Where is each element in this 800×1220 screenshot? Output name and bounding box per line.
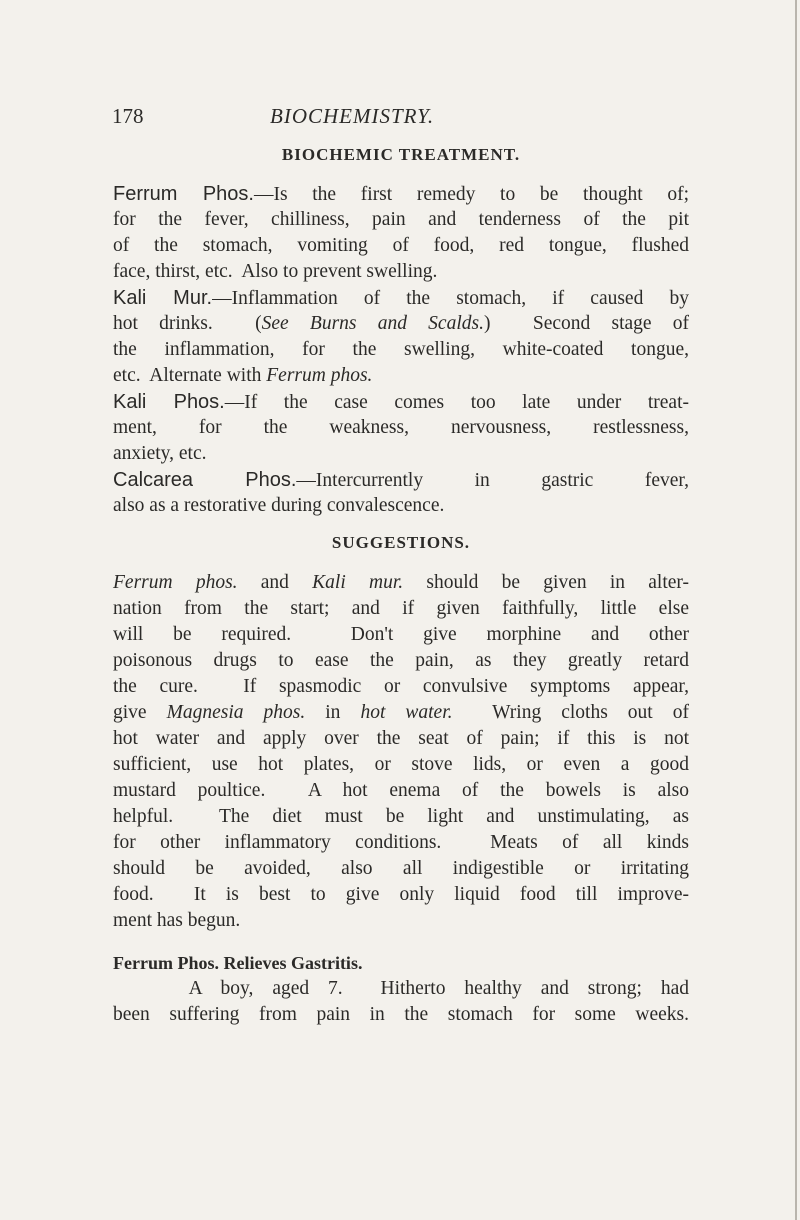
text-segment: the inflammation, for the swelling, white-coated tongue, bbox=[113, 339, 689, 360]
text-line bbox=[113, 441, 689, 467]
text-line bbox=[113, 976, 689, 1002]
text-segment: etc. Alternate with bbox=[113, 365, 267, 386]
italic-text: hot water. bbox=[360, 702, 453, 723]
remedy-heading: Calcarea Phos. bbox=[113, 469, 297, 491]
text-segment: been suffering from pain in the stomach for some weeks. bbox=[113, 1004, 689, 1025]
text-line bbox=[113, 830, 689, 856]
text-segment: for the fever, chilliness, pain and tenderness of the pit bbox=[113, 209, 689, 230]
italic-text: Ferrum phos. bbox=[266, 365, 373, 386]
text-segment: and bbox=[237, 572, 313, 593]
italic-text: Magnesia phos. bbox=[166, 702, 306, 723]
text-segment: sufficient, use hot plates, or stove lids, or even a good bbox=[113, 754, 689, 775]
text-line bbox=[113, 752, 689, 778]
text-line bbox=[113, 363, 689, 389]
text-line bbox=[113, 285, 689, 311]
italic-text: Ferrum phos. bbox=[113, 572, 238, 593]
remedy-heading: Ferrum Phos. Relieves Gastritis. bbox=[113, 953, 363, 973]
text-line bbox=[113, 337, 689, 363]
text-segment: should be given in alter- bbox=[403, 572, 689, 593]
text-segment: should be avoided, also all indigestible or irritating bbox=[113, 858, 689, 879]
text-segment: nation from the start; and if given faithfully, little else bbox=[113, 598, 689, 619]
italic-text: See Burns and Scalds. bbox=[261, 313, 484, 334]
running-title: BIOCHEMISTRY. bbox=[270, 104, 435, 128]
text-line bbox=[113, 467, 689, 493]
text-segment: —If the case comes too late under treat- bbox=[224, 392, 689, 413]
text-line bbox=[113, 389, 689, 415]
text-segment: A boy, aged 7. Hitherto healthy and strong; had bbox=[113, 978, 689, 999]
text-line bbox=[113, 207, 689, 233]
text-line bbox=[113, 950, 689, 976]
text-line bbox=[113, 570, 689, 596]
page-number: 178 bbox=[112, 104, 144, 128]
remedy-heading: Kali Mur. bbox=[113, 287, 213, 309]
text-segment: of the stomach, vomiting of food, red tongue, flushed bbox=[113, 235, 689, 256]
page-edge bbox=[795, 0, 797, 1220]
text-segment: Wring cloths out of bbox=[452, 702, 689, 723]
text-segment: also as a restorative during convalescence. bbox=[113, 495, 445, 516]
text-line bbox=[113, 700, 689, 726]
text-segment: poisonous drugs to ease the pain, as they greatly retard bbox=[113, 650, 689, 671]
remedy-heading: Kali Phos. bbox=[113, 391, 225, 413]
text-segment: will be required. Don't give morphine and other bbox=[113, 624, 689, 645]
text-line bbox=[113, 882, 689, 908]
text-line bbox=[113, 259, 689, 285]
text-line bbox=[113, 908, 689, 934]
text-line bbox=[113, 674, 689, 700]
text-line bbox=[113, 1002, 689, 1028]
text-line bbox=[113, 622, 689, 648]
text-line bbox=[113, 493, 689, 519]
text-segment: —Inflammation of the stomach, if caused by bbox=[212, 288, 689, 309]
text-segment: ment has begun. bbox=[113, 910, 241, 931]
text-segment: —Is the first remedy to be thought of; bbox=[253, 184, 689, 205]
section-title-suggestions: SUGGESTIONS. bbox=[331, 533, 471, 552]
section-title: BIOCHEMIC TREATMENT. bbox=[281, 145, 521, 164]
text-segment: hot drinks. ( bbox=[113, 313, 262, 334]
text-segment: face, thirst, etc. Also to prevent swelling. bbox=[113, 261, 438, 282]
text-line bbox=[113, 415, 689, 441]
text-line bbox=[113, 596, 689, 622]
text-segment: hot water and apply over the seat of pain; if this is not bbox=[113, 728, 689, 749]
text-segment: in bbox=[305, 702, 361, 723]
text-segment: give bbox=[113, 702, 167, 723]
text-segment: the cure. If spasmodic or convulsive symptoms appear, bbox=[113, 676, 689, 697]
text-segment: food. It is best to give only liquid food till improve- bbox=[113, 884, 689, 905]
text-line bbox=[113, 311, 689, 337]
text-segment: ment, for the weakness, nervousness, restlessness, bbox=[113, 417, 689, 438]
text-segment: anxiety, etc. bbox=[113, 443, 207, 464]
text-segment: mustard poultice. A hot enema of the bowels is also bbox=[113, 780, 689, 801]
text-line bbox=[113, 804, 689, 830]
text-line bbox=[113, 726, 689, 752]
text-line bbox=[113, 181, 689, 207]
text-line bbox=[113, 778, 689, 804]
text-segment: —Intercurrently in gastric fever, bbox=[296, 470, 689, 491]
text-line bbox=[113, 648, 689, 674]
text-segment: for other inflammatory conditions. Meats of all kinds bbox=[113, 832, 689, 853]
text-line bbox=[113, 856, 689, 882]
text-line bbox=[113, 233, 689, 259]
remedy-heading: Ferrum Phos. bbox=[113, 183, 254, 205]
italic-text: Kali mur. bbox=[312, 572, 404, 593]
text-segment: helpful. The diet must be light and unstimulating, as bbox=[113, 806, 689, 827]
text-segment: ) Second stage of bbox=[483, 313, 689, 334]
